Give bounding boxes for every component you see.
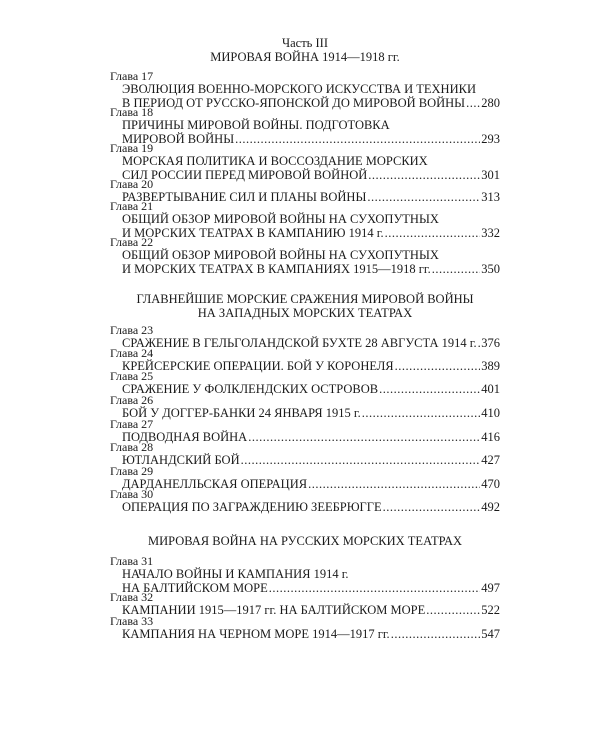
chapter-title-line: ДАРДАНЕЛЛЬСКАЯ ОПЕРАЦИЯ bbox=[122, 477, 308, 491]
page-number: 416 bbox=[481, 430, 500, 444]
toc-entry-22[interactable] bbox=[110, 236, 500, 276]
chapter-title-line: КАМПАНИЯ НА ЧЕРНОМ МОРЕ 1914—1917 гг. bbox=[122, 627, 390, 641]
page-number: 293 bbox=[481, 131, 500, 146]
toc-entry-28[interactable] bbox=[110, 441, 500, 468]
chapter-label: Глава 29 bbox=[110, 464, 154, 478]
chapter-title-line: ЭВОЛЮЦИЯ ВОЕННО-МОРСКОГО ИСКУССТВА И ТЕХНИКИ bbox=[122, 82, 476, 96]
toc-entry-19[interactable] bbox=[110, 142, 500, 182]
chapter-title-line: И МОРСКИХ ТЕАТРАХ В КАМПАНИЯХ 1915—1918 гг. bbox=[122, 261, 431, 276]
chapter-title-line: ОБЩИЙ ОБЗОР МИРОВОЙ ВОЙНЫ НА СУХОПУТНЫХ bbox=[122, 212, 439, 226]
section-heading: ГЛАВНЕЙШИЕ МОРСКИЕ СРАЖЕНИЯ МИРОВОЙ ВОЙНЫ bbox=[136, 292, 474, 306]
page-number: 492 bbox=[481, 500, 500, 514]
chapter-title-line: МОРСКАЯ ПОЛИТИКА И ВОССОЗДАНИЕ МОРСКИХ bbox=[122, 154, 428, 168]
chapter-label: Глава 20 bbox=[110, 177, 154, 191]
chapter-title-line: ПРИЧИНЫ МИРОВОЙ ВОЙНЫ. ПОДГОТОВКА bbox=[122, 118, 390, 132]
chapter-title-line: ОБЩИЙ ОБЗОР МИРОВОЙ ВОЙНЫ НА СУХОПУТНЫХ bbox=[122, 248, 439, 262]
chapter-title bbox=[110, 501, 500, 515]
toc-entry-30[interactable] bbox=[110, 488, 500, 515]
part-title: МИРОВАЯ ВОЙНА 1914—1918 гг. bbox=[210, 50, 400, 64]
page-number: 410 bbox=[481, 406, 500, 420]
chapter-title-line: КАМПАНИИ 1915—1917 гг. НА БАЛТИЙСКОМ МОРЕ bbox=[122, 603, 426, 617]
chapter-label: Глава 33 bbox=[110, 614, 154, 628]
section-heading: НА ЗАПАДНЫХ МОРСКИХ ТЕАТРАХ bbox=[197, 306, 413, 320]
toc-entry-18[interactable] bbox=[110, 106, 500, 146]
chapter-title-line: СРАЖЕНИЕ У ФОЛКЛЕНДСКИХ ОСТРОВОВ bbox=[122, 382, 379, 396]
chapter-label: Глава 30 bbox=[110, 487, 154, 501]
page-number: 470 bbox=[481, 477, 500, 491]
page-number: 427 bbox=[481, 453, 500, 467]
page-number: 332 bbox=[481, 225, 500, 240]
toc-entry-32[interactable] bbox=[110, 591, 500, 618]
chapter-title-line: РАЗВЕРТЫВАНИЕ СИЛ И ПЛАНЫ ВОЙНЫ bbox=[122, 190, 367, 204]
chapter-label: Глава 18 bbox=[110, 105, 154, 119]
page-number: 280 bbox=[481, 95, 500, 110]
chapter-label: Глава 25 bbox=[110, 369, 154, 383]
chapter-label: Глава 19 bbox=[110, 141, 154, 155]
chapter-label: Глава 21 bbox=[110, 199, 154, 213]
page-number: 301 bbox=[481, 167, 500, 182]
chapter-title-line: СРАЖЕНИЕ В ГЕЛЬГОЛАНДСКОЙ БУХТЕ 28 АВГУСТА 1914 г. bbox=[122, 336, 477, 350]
toc-entry-31[interactable] bbox=[110, 555, 500, 595]
chapter-title bbox=[110, 249, 500, 276]
chapter-label: Глава 26 bbox=[110, 393, 154, 407]
dot-leader bbox=[391, 628, 481, 642]
chapter-label: Глава 22 bbox=[110, 235, 154, 249]
chapter-label: Глава 31 bbox=[110, 554, 154, 568]
toc-entry-33[interactable] bbox=[110, 615, 500, 642]
dot-leader bbox=[383, 501, 481, 515]
chapter-title-line: И МОРСКИХ ТЕАТРАХ В КАМПАНИЮ 1914 г. bbox=[122, 225, 384, 240]
page-number: 350 bbox=[481, 261, 500, 276]
page-number: 401 bbox=[481, 382, 500, 396]
page-number: 376 bbox=[481, 336, 500, 350]
part-label: Часть III bbox=[282, 36, 328, 50]
chapter-title-line: БОЙ У ДОГГЕР-БАНКИ 24 ЯНВАРЯ 1915 г. bbox=[122, 406, 361, 420]
section-heading: МИРОВАЯ ВОЙНА НА РУССКИХ МОРСКИХ ТЕАТРАХ bbox=[147, 534, 463, 548]
chapter-title-line: МИРОВОЙ ВОЙНЫ bbox=[122, 131, 235, 146]
chapter-label: Глава 23 bbox=[110, 323, 154, 337]
page-number: 313 bbox=[481, 190, 500, 204]
chapter-title-line: НА БАЛТИЙСКОМ МОРЕ bbox=[122, 580, 268, 595]
chapter-title-line: В ПЕРИОД ОТ РУССКО-ЯПОНСКОЙ ДО МИРОВОЙ ВОЙНЫ bbox=[122, 95, 466, 110]
toc-entry-25[interactable] bbox=[110, 370, 500, 397]
chapter-title-line: НАЧАЛО ВОЙНЫ И КАМПАНИЯ 1914 г. bbox=[122, 567, 349, 581]
page-number: 547 bbox=[481, 627, 500, 641]
page-number: 389 bbox=[481, 359, 500, 373]
dot-leader bbox=[432, 263, 480, 277]
chapter-title bbox=[110, 628, 500, 642]
chapter-title-line: СИЛ РОССИИ ПЕРЕД МИРОВОЙ ВОЙНОЙ bbox=[122, 167, 368, 182]
page-number: 522 bbox=[481, 603, 500, 617]
chapter-label: Глава 17 bbox=[110, 69, 154, 83]
toc-entry-21[interactable] bbox=[110, 200, 500, 240]
page-number: 497 bbox=[481, 580, 500, 595]
chapter-title-line: КРЕЙСЕРСКИЕ ОПЕРАЦИИ. БОЙ У КОРОНЕЛЯ bbox=[122, 359, 394, 373]
chapter-title-line: ЮТЛАНДСКИЙ БОЙ bbox=[122, 453, 240, 467]
toc-entry-26[interactable] bbox=[110, 394, 500, 421]
chapter-title-line: ОПЕРАЦИЯ ПО ЗАГРАЖДЕНИЮ ЗЕЕБРЮГГЕ bbox=[122, 500, 382, 514]
chapter-title-line: ПОДВОДНАЯ ВОЙНА bbox=[122, 430, 248, 444]
toc-entry-17[interactable] bbox=[110, 70, 500, 110]
chapter-label: Глава 32 bbox=[110, 590, 154, 604]
chapter-label: Глава 24 bbox=[110, 346, 154, 360]
chapter-label: Глава 27 bbox=[110, 417, 154, 431]
chapter-label: Глава 28 bbox=[110, 440, 154, 454]
